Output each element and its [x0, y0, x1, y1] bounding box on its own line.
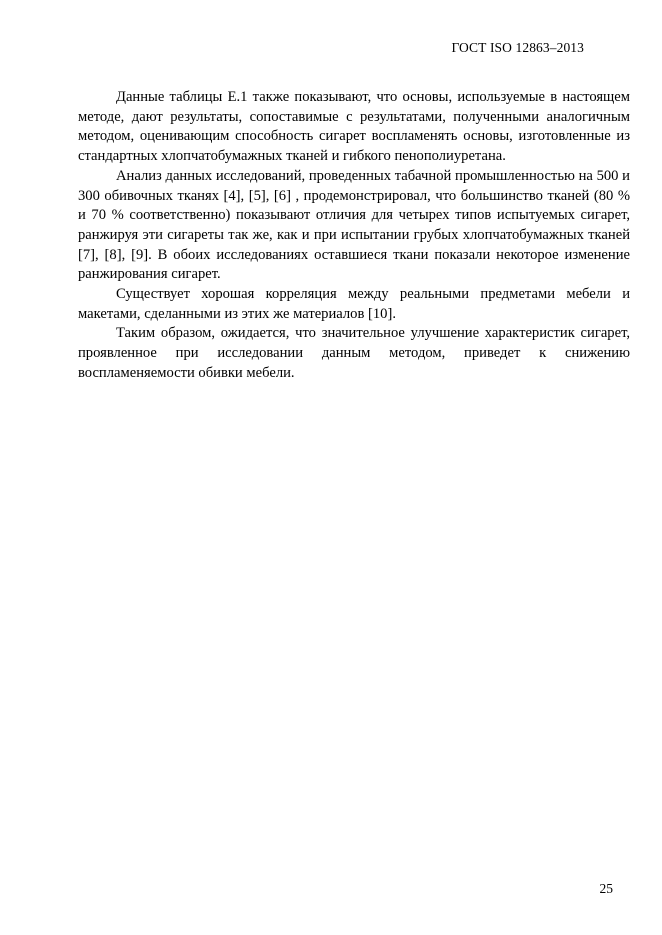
- paragraph-correlation: Существует хорошая корреляция между реальными предметами мебели и макетами, сделанными из этих же материалов [10].: [78, 286, 630, 322]
- body-text: [78, 88, 630, 384]
- paragraph-conclusion: Таким образом, ожидается, что значительное улучшение характеристик сигарет, проявленное при исследовании данным методом, приведет к снижению воспламеняемости обивки мебели.: [78, 325, 630, 381]
- page-header-standard: ГОСТ ISO 12863–2013: [451, 40, 584, 55]
- paragraph-table-e1: Данные таблицы Е.1 также показывают, что основы, используемые в настоящем методе, дают результаты, сопоставимые с результатами, полученными аналогичным методом, оценивающим способность сигарет воспламенять основы, изготовленные из стандартных хлопчатобумажных тканей и гибкого пенополиуретана.: [78, 89, 630, 165]
- paragraph-industry-analysis: Анализ данных исследований, проведенных табачной промышленностью на 500 и 300 обивочных тканях [4], [5], [6] , продемонстрировал, что большинство тканей (80 % и 70 % соответственно) показывают отличия для четырех типов испытуемых сигарет, ранжируя эти сигареты так же, как и при испытании грубых хлопчатобумажных тканей [7], [8], [9]. В обоих исследованиях оставшиеся ткани показали некоторое изменение ранжирования сигарет.: [78, 167, 630, 283]
- page-number: 25: [599, 881, 613, 896]
